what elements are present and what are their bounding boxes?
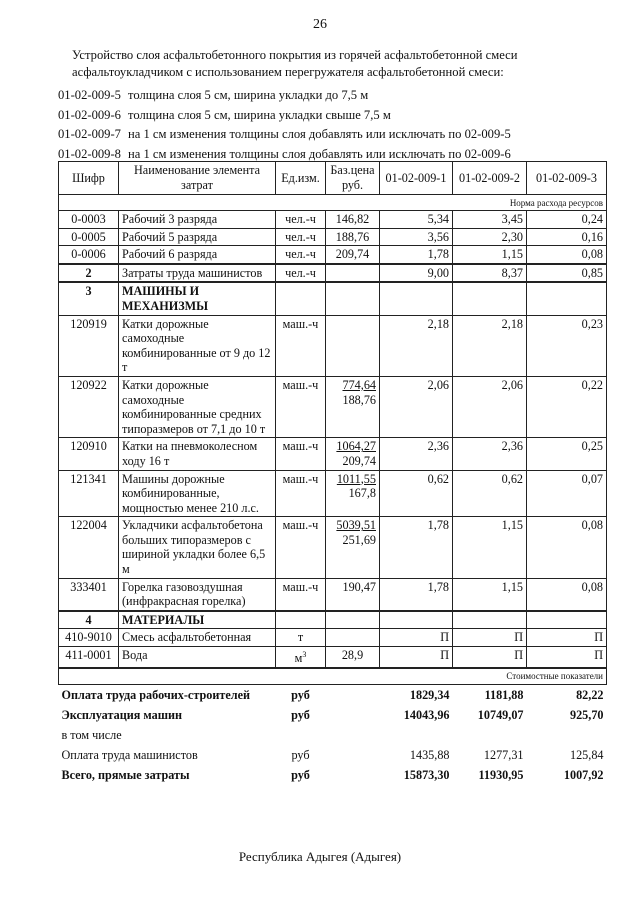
cell-unit: маш.-ч [276,470,326,517]
cell-code: 121341 [59,470,119,517]
cell-name: Укладчики асфальтобетона больших типоразмеров с шириной укладки более 6,5 м [119,517,276,578]
header-unit: Ед.изм. [276,162,326,195]
cell-unit: маш.-ч [276,315,326,376]
table-row [59,629,607,647]
cost-value-2 [453,725,527,745]
cell-code: 0-0006 [59,246,119,264]
price-value-secondary: 251,69 [342,532,376,547]
cell-price: 188,76 [326,228,380,246]
table-header-row [59,162,607,195]
cell-value-3: 0,24 [527,211,607,229]
cell-value-2: 2,06 [453,376,527,437]
header-name: Наименование элемента затрат [119,162,276,195]
price-value: 1011,55 [336,471,376,486]
cost-unit: руб [291,747,310,762]
option-text: на 1 см изменения толщины слоя добавлять или исключать по 02-009-5 [128,127,511,142]
page-number: 26 [313,17,327,32]
table-row [59,246,607,264]
cell-name: Смесь асфальтобетонная [119,629,276,647]
cell-code: 411-0001 [59,647,119,668]
cell-empty [326,745,380,765]
cell-empty [326,725,380,745]
cost-value-3: 82,22 [576,687,604,702]
cell-code: 0-0005 [59,228,119,246]
table-row [59,315,607,376]
cell-value-1: 0,62 [380,470,453,517]
norm-label: Норма расхода ресурсов [59,195,607,211]
cell-empty [380,282,453,315]
cell-price [326,264,380,283]
cell-name: Катки на пневмоколесном ходу 16 т [119,438,276,470]
cell-value-3: 0,22 [527,376,607,437]
option-item [58,125,628,145]
table-row [59,376,607,437]
cell-empty [527,611,607,629]
unit-superscript: 3 [302,650,307,660]
option-code: 01-02-009-7 [58,127,121,142]
unit-text: м [294,651,303,666]
section-title: МАШИНЫ И МЕХАНИЗМЫ [119,282,276,315]
machines-section-row [59,282,607,315]
cell-value-3: 0,16 [527,228,607,246]
header-col3: 01-02-009-3 [527,162,607,195]
cell-value-1: 2,06 [380,376,453,437]
cell-empty [276,611,326,629]
cell-empty [326,765,380,785]
cell-name: Горелка газовоздушная (инфракрасная горелка) [119,578,276,611]
cost-name: в том числе [61,727,122,742]
table-row [59,578,607,611]
cell-price [326,438,380,470]
cell-value-1: 5,34 [380,211,453,229]
cost-unit [276,725,326,745]
cell-value-1: 9,00 [380,264,453,283]
cell-unit [276,647,326,668]
cell-value-2: 2,30 [453,228,527,246]
price-value: 1064,27 [336,439,376,454]
cell-value-3: 0,08 [527,246,607,264]
cell-value-1: 2,36 [380,438,453,470]
cell-code: 333401 [59,578,119,611]
cell-code: 120922 [59,376,119,437]
cost-value-2: 10749,07 [477,707,524,722]
table-row [59,647,607,668]
cell-name: Рабочий 6 разряда [119,246,276,264]
cost-value-3 [527,725,607,745]
cost-row [59,725,607,745]
cell-value-3: 0,08 [527,578,607,611]
cell-price: 28,9 [326,647,380,668]
cell-name: Катки дорожные самоходные комбинированные от 9 до 12 т [119,315,276,376]
cell-value-1: 2,18 [380,315,453,376]
cost-value-1: 1435,88 [409,747,450,762]
header-col1: 01-02-009-1 [380,162,453,195]
cell-value-2: 8,37 [453,264,527,283]
cell-code: 120919 [59,315,119,376]
cost-value-3: 125,84 [569,747,604,762]
cell-unit: чел.-ч [276,228,326,246]
cell-unit: маш.-ч [276,376,326,437]
unit-text: т [297,630,304,645]
cell-empty [326,611,380,629]
cell-price [326,376,380,437]
cell-value-3: 0,23 [527,315,607,376]
cost-unit: руб [291,687,310,702]
cell-empty [380,611,453,629]
cost-row [59,765,607,785]
table-row [59,438,607,470]
cell-name: Катки дорожные самоходные комбинированные средних типоразмеров от 7,1 до 10 т [119,376,276,437]
cell-unit [276,629,326,647]
cell-unit: маш.-ч [276,438,326,470]
cell-unit: чел.-ч [276,246,326,264]
table-row [59,470,607,517]
cell-value-3: 0,25 [527,438,607,470]
cost-row [59,705,607,725]
cost-value-1: 15873,30 [403,767,450,782]
cell-value-3: 0,85 [527,264,607,283]
option-code: 01-02-009-6 [58,107,121,122]
cell-code: 2 [59,264,119,283]
option-item [58,106,628,126]
footer-region: Республика Адыгея (Адыгея) [238,849,402,864]
cell-price [326,578,380,611]
cell-unit: маш.-ч [276,517,326,578]
price-value: 190,47 [342,579,376,594]
cost-value-3: 925,70 [569,707,604,722]
cost-value-2: 11930,95 [478,767,524,782]
cell-empty [527,282,607,315]
cost-label: Стоимостные показатели [59,668,607,685]
cell-empty [453,282,527,315]
header-price: Баз.цена руб. [326,162,380,195]
cell-value-2: 1,15 [453,517,527,578]
section-number: 4 [59,611,119,629]
cell-value-2: 1,15 [453,578,527,611]
cell-empty [276,282,326,315]
cell-price [326,629,380,647]
cell-empty [326,705,380,725]
cell-value-2: 1,15 [453,246,527,264]
intro-text: Устройство слоя асфальтобетонного покрытия из горячей асфальтобетонной смеси асфальтоукладчиком с использованием перегружателя асфальтобетонной смеси: [72,48,518,79]
cell-price [326,517,380,578]
cell-value-3: П [527,647,607,668]
cell-price [326,315,380,376]
cost-value-2: 1181,88 [484,687,524,702]
cell-value-1: 1,78 [380,517,453,578]
cost-name: Эксплуатация машин [61,707,183,722]
price-value-secondary: 209,74 [342,453,376,468]
header-code: Шифр [59,162,119,195]
table-row [59,517,607,578]
option-text: толщина слоя 5 см, ширина укладки свыше 7,5 м [128,107,391,122]
cell-code: 120910 [59,438,119,470]
cell-unit: чел.-ч [276,211,326,229]
cost-value-1: 14043,96 [403,707,450,722]
cost-value-1: 1829,34 [409,687,450,702]
price-value-secondary: 188,76 [342,392,376,407]
cost-value-3: 1007,92 [563,767,604,782]
cell-name: Рабочий 5 разряда [119,228,276,246]
cell-price: 146,82 [326,211,380,229]
table-row [59,228,607,246]
cost-row [59,745,607,765]
materials-section-row [59,611,607,629]
cell-value-2: 3,45 [453,211,527,229]
cell-value-2: П [453,629,527,647]
table-row [59,211,607,229]
cell-unit: чел.-ч [276,264,326,283]
cell-value-1: 1,78 [380,578,453,611]
cell-value-3: П [527,629,607,647]
norm-label-row [59,195,607,211]
option-code: 01-02-009-5 [58,88,121,102]
cell-empty [326,282,380,315]
cost-label-row [59,668,607,685]
cell-code: 0-0003 [59,211,119,229]
cost-unit: руб [291,707,310,722]
section-number: 3 [59,282,119,315]
cell-value-3: 0,08 [527,517,607,578]
cell-price [326,470,380,517]
cost-unit: руб [291,767,310,782]
cost-value-2: 1277,31 [483,747,524,762]
cell-code: 410-9010 [59,629,119,647]
resource-table [58,161,607,785]
cost-name: Оплата труда рабочих-строителей [61,687,251,702]
cost-row [59,684,607,705]
cell-value-1: П [380,647,453,668]
price-value: 774,64 [342,377,376,392]
cell-value-2: 2,18 [453,315,527,376]
cell-value-1: 3,56 [380,228,453,246]
section-title: МАТЕРИАЛЫ [119,611,276,629]
cell-name: Затраты труда машинистов [119,264,276,283]
option-text: на 1 см изменения толщины слоя добавлять или исключать по 02-009-6 [128,146,511,161]
price-value: 5039,51 [336,518,376,533]
cost-name: Всего, прямые затраты [61,767,190,782]
cell-name: Машины дорожные комбинированные, мощностью менее 210 л.с. [119,470,276,517]
option-code: 01-02-009-8 [58,146,121,161]
option-text: толщина слоя 5 см, ширина укладки до 7,5 м [128,88,369,102]
header-col2: 01-02-009-2 [453,162,527,195]
cell-value-1: 1,78 [380,246,453,264]
price-value-secondary: 167,8 [348,486,376,501]
cell-empty [326,684,380,705]
cell-unit: маш.-ч [276,578,326,611]
cell-value-1: П [380,629,453,647]
cell-value-2: 2,36 [453,438,527,470]
cell-price: 209,74 [326,246,380,264]
cost-value-1 [380,725,453,745]
options-list [58,86,628,164]
cell-value-2: 0,62 [453,470,527,517]
cell-value-3: 0,07 [527,470,607,517]
cell-name: Вода [119,647,276,668]
cell-value-2: П [453,647,527,668]
machinist-row [59,264,607,283]
cell-empty [453,611,527,629]
cost-name: Оплата труда машинистов [61,747,198,762]
cell-code: 122004 [59,517,119,578]
cell-name: Рабочий 3 разряда [119,211,276,229]
option-item [58,86,628,106]
